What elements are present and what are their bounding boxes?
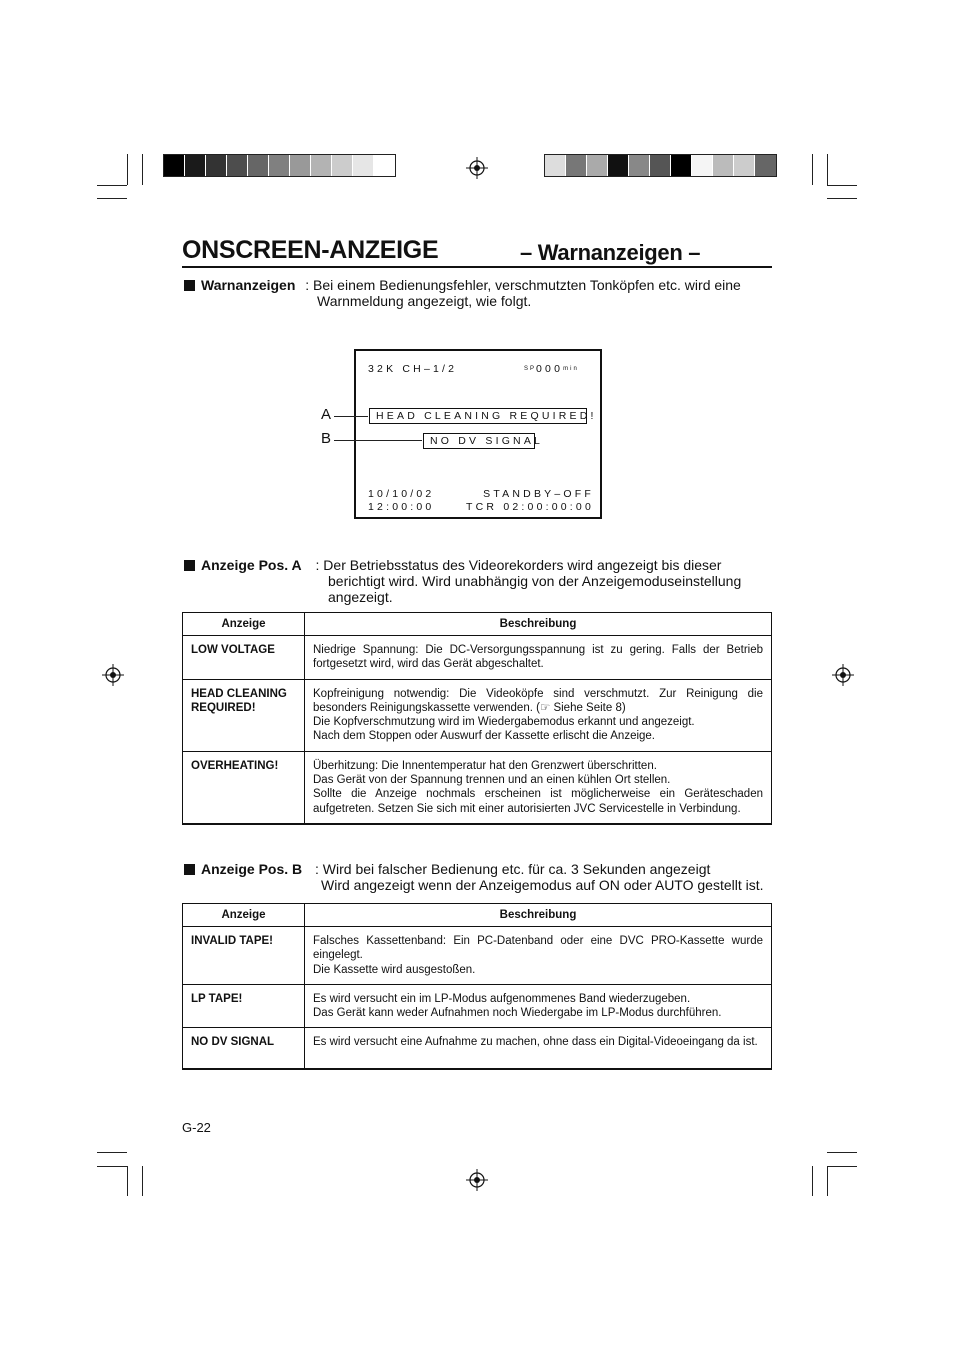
table-cell-desc: Überhitzung: Die Innentemperatur hat den Grenzwert überschritten. Das Gerät von der Spannung trennen und an einen kühlen Ort stellen. Sollte die Anzeige nochmals erscheinen ist möglicherweise ein Geräteschaden aufgetreten. Setzen Sie sich mit einer autorisierten JVC Servicestelle in Verbindung. <box>305 751 772 824</box>
registration-target-icon <box>466 1169 488 1191</box>
pos-a-marker: A <box>321 406 332 423</box>
pos-a-line-2: berichtigt wird. Wird unabhängig von der Anzeigemoduseinstellung <box>328 573 742 589</box>
osd-timecode: TCR 02:00:00:00 <box>466 501 594 513</box>
grayscale-bar-right <box>544 154 777 177</box>
table-row <box>183 927 772 985</box>
table-cell-desc: Es wird versucht ein im LP-Modus aufgenommenes Band wiederzugeben. Das Gerät kann weder Aufnahmen noch Wiedergabe im LP-Modus durchführen. <box>305 984 772 1028</box>
pos-b-label: Anzeige Pos. B <box>201 861 303 877</box>
onscreen-display-diagram <box>354 349 602 519</box>
table-row <box>183 1028 772 1069</box>
osd-audio-channel: 32K CH–1/2 <box>368 363 458 375</box>
osd-tape-remaining <box>524 363 579 375</box>
pos-a-line-3: angezeigt. <box>328 589 393 605</box>
osd-sp-label: SP <box>524 366 537 372</box>
page-subtitle: – Warnanzeigen – <box>520 240 701 265</box>
warning-table-pos-a <box>182 612 772 825</box>
crop-mark <box>97 185 127 186</box>
osd-min-label: min <box>563 366 579 372</box>
intro-line-1: : Bei einem Bedienungsfehler, verschmutzten Tonköpfen etc. wird eine <box>305 277 741 293</box>
table-cell-desc: Kopfreinigung notwendig: Die Videoköpfe sind verschmutzt. Zur Reinigung die besonders Reinigungskassette verwenden. (☞ Siehe Seite 8) Die Kopfverschmutzung wird im Wiedergabemodus erkannt und angezeigt. Nach dem Stoppen oder Auswurf der Kassette erlischt die Anzeige. <box>305 679 772 751</box>
intro-paragraph <box>184 277 784 294</box>
table-cell-desc: Niedrige Spannung: Die DC-Versorgungsspannung ist zu gering. Falls der Betrieb fortgesetzt wird, wird das Gerät abgeschaltet. <box>305 636 772 680</box>
crop-mark <box>827 154 828 185</box>
table-row <box>183 984 772 1028</box>
pos-a-line-1: : Der Betriebsstatus des Videorekorders wird angezeigt bis dieser <box>315 557 722 573</box>
osd-pos-a-box: HEAD CLEANING REQUIRED! <box>369 408 587 424</box>
pos-a-leader-line <box>334 416 368 417</box>
pos-b-line-1: : Wird bei falscher Bedienung etc. für ca. 3 Sekunden angezeigt <box>315 861 711 877</box>
grayscale-bar-left <box>163 154 396 177</box>
pos-b-marker: B <box>321 430 332 447</box>
crop-mark <box>142 1166 143 1196</box>
registration-target-icon <box>832 664 854 686</box>
table-row <box>183 679 772 751</box>
bullet-square-icon <box>184 560 195 571</box>
intro-label: Warnanzeigen <box>201 277 296 293</box>
warning-table-pos-b <box>182 903 772 1070</box>
table-cell-name: INVALID TAPE! <box>183 927 305 985</box>
table-cell-name: LP TAPE! <box>183 984 305 1028</box>
osd-time: 12:00:00 <box>368 501 435 513</box>
crop-mark <box>827 198 857 199</box>
table-cell-desc: Falsches Kassettenband: Ein PC-Datenband oder eine DVC PRO-Kassette wurde eingelegt. Die Kassette wird ausgestoßen. <box>305 927 772 985</box>
table-cell-name: HEAD CLEANING REQUIRED! <box>183 679 305 751</box>
pos-a-paragraph <box>184 557 784 574</box>
table-cell-name: NO DV SIGNAL <box>183 1028 305 1069</box>
pos-b-line-2: Wird angezeigt wenn der Anzeigemodus auf ON oder AUTO gestellt ist. <box>321 877 764 893</box>
bullet-square-icon <box>184 864 195 875</box>
table-row <box>183 636 772 680</box>
crop-mark <box>97 1166 127 1167</box>
table-cell-desc: Es wird versucht eine Aufnahme zu machen, ohne dass ein Digital-Videoeingang da ist. <box>305 1028 772 1069</box>
crop-mark <box>827 1166 828 1196</box>
table-header-beschreibung: Beschreibung <box>305 613 772 636</box>
registration-target-icon <box>102 664 124 686</box>
crop-mark <box>142 154 143 185</box>
registration-target-icon <box>466 157 488 179</box>
crop-mark <box>127 1166 128 1196</box>
crop-mark <box>97 198 127 199</box>
crop-mark <box>827 185 857 186</box>
table-cell-name: LOW VOLTAGE <box>183 636 305 680</box>
osd-pos-b-box: NO DV SIGNAL <box>423 433 535 449</box>
crop-mark <box>812 1166 813 1196</box>
table-header-anzeige: Anzeige <box>183 613 305 636</box>
pos-a-label: Anzeige Pos. A <box>201 557 302 573</box>
table-header-anzeige: Anzeige <box>183 904 305 927</box>
intro-line-2: Warnmeldung angezeigt, wie folgt. <box>317 293 532 309</box>
crop-mark <box>127 154 128 185</box>
crop-mark <box>97 1152 127 1153</box>
pos-b-paragraph <box>184 861 804 878</box>
osd-date: 10/10/02 <box>368 488 435 500</box>
crop-mark <box>812 154 813 185</box>
osd-standby: STANDBY–OFF <box>483 488 594 500</box>
page-title: ONSCREEN-ANZEIGE <box>182 236 439 264</box>
crop-mark <box>827 1166 857 1167</box>
table-row <box>183 751 772 824</box>
table-header-beschreibung: Beschreibung <box>305 904 772 927</box>
page-number: G-22 <box>182 1120 211 1135</box>
osd-counter: 000 <box>536 363 564 375</box>
table-cell-name: OVERHEATING! <box>183 751 305 824</box>
crop-mark <box>827 1152 857 1153</box>
pos-b-leader-line <box>334 440 422 441</box>
bullet-square-icon <box>184 280 195 291</box>
title-rule <box>182 266 772 268</box>
